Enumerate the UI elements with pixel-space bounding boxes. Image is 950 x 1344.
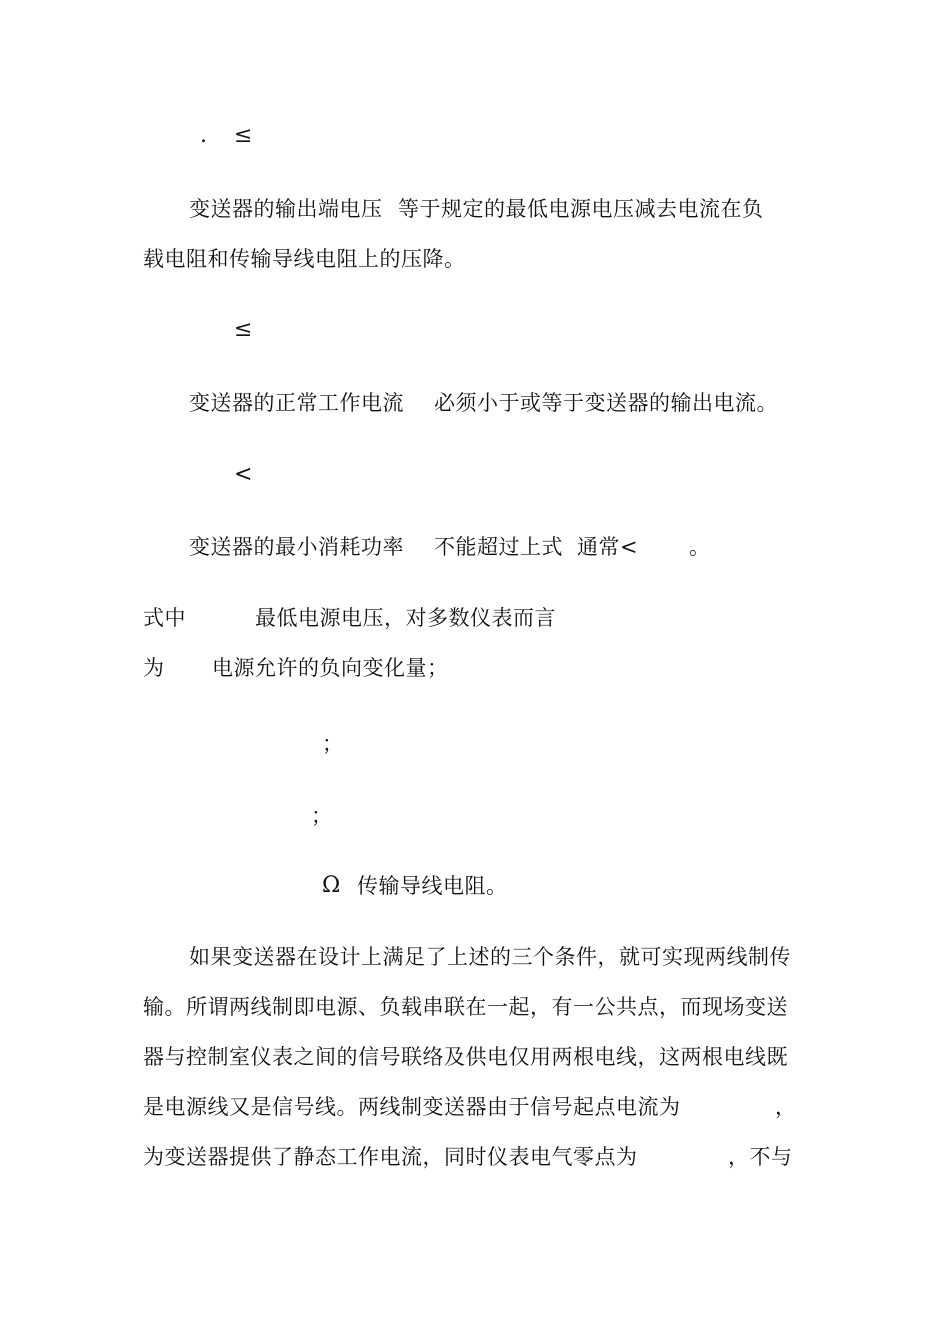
para-4-line-3: 器与控制室仪表之间的信号联络及供电仅用两根电线，这两根电线既 <box>143 1045 788 1069</box>
where-item-2-label: 为 <box>143 656 165 680</box>
where-item-5: 传输导线电阻。 <box>357 874 508 898</box>
para-3-line-1d: 。 <box>689 535 711 559</box>
where-item-1: 最低电源电压，对多数仪表而言 <box>255 606 556 630</box>
formula-3-symbol: < <box>234 462 253 487</box>
formula-1-dot: . <box>200 123 207 148</box>
para-4-line-5: 为变送器提供了静态工作电流，同时仪表电气零点为 <box>143 1145 638 1169</box>
para-2-line-1: 变送器的正常工作电流 <box>189 391 404 415</box>
where-item-2: 电源允许的负向变化量； <box>212 656 449 680</box>
where-label: 式中 <box>143 606 186 630</box>
para-4-line-2: 输。所谓两线制即电源、负载串联在一起，有一公共点，而现场变送 <box>143 995 788 1019</box>
para-4-line-4: 是电源线又是信号线。两线制变送器由于信号起点电流为 <box>143 1095 681 1119</box>
formula-1-symbol: ≤ <box>234 123 253 148</box>
para-4-line-5-end: ，不与 <box>728 1145 793 1169</box>
formula-2-symbol: ≤ <box>234 317 253 342</box>
para-1-line-1b: 等于规定的最低电源电压减去电流在负 <box>398 197 764 221</box>
para-2-line-1b: 必须小于或等于变送器的输出电流。 <box>434 391 778 415</box>
para-3-line-1c: 通常< <box>577 535 639 559</box>
where-semicolon-1: ； <box>322 732 344 756</box>
omega-symbol: Ω <box>322 873 341 898</box>
para-1-line-1: 变送器的输出端电压 <box>189 197 383 221</box>
para-4-line-4-end: ， <box>775 1095 797 1119</box>
para-4-line-1: 如果变送器在设计上满足了上述的三个条件，就可实现两线制传 <box>189 945 791 969</box>
para-3-line-1: 变送器的最小消耗功率 <box>189 535 404 559</box>
where-semicolon-2: ； <box>311 804 333 828</box>
para-1-line-2: 载电阻和传输导线电阻上的压降。 <box>143 247 466 271</box>
para-3-line-1b: 不能超过上式 <box>434 535 563 559</box>
